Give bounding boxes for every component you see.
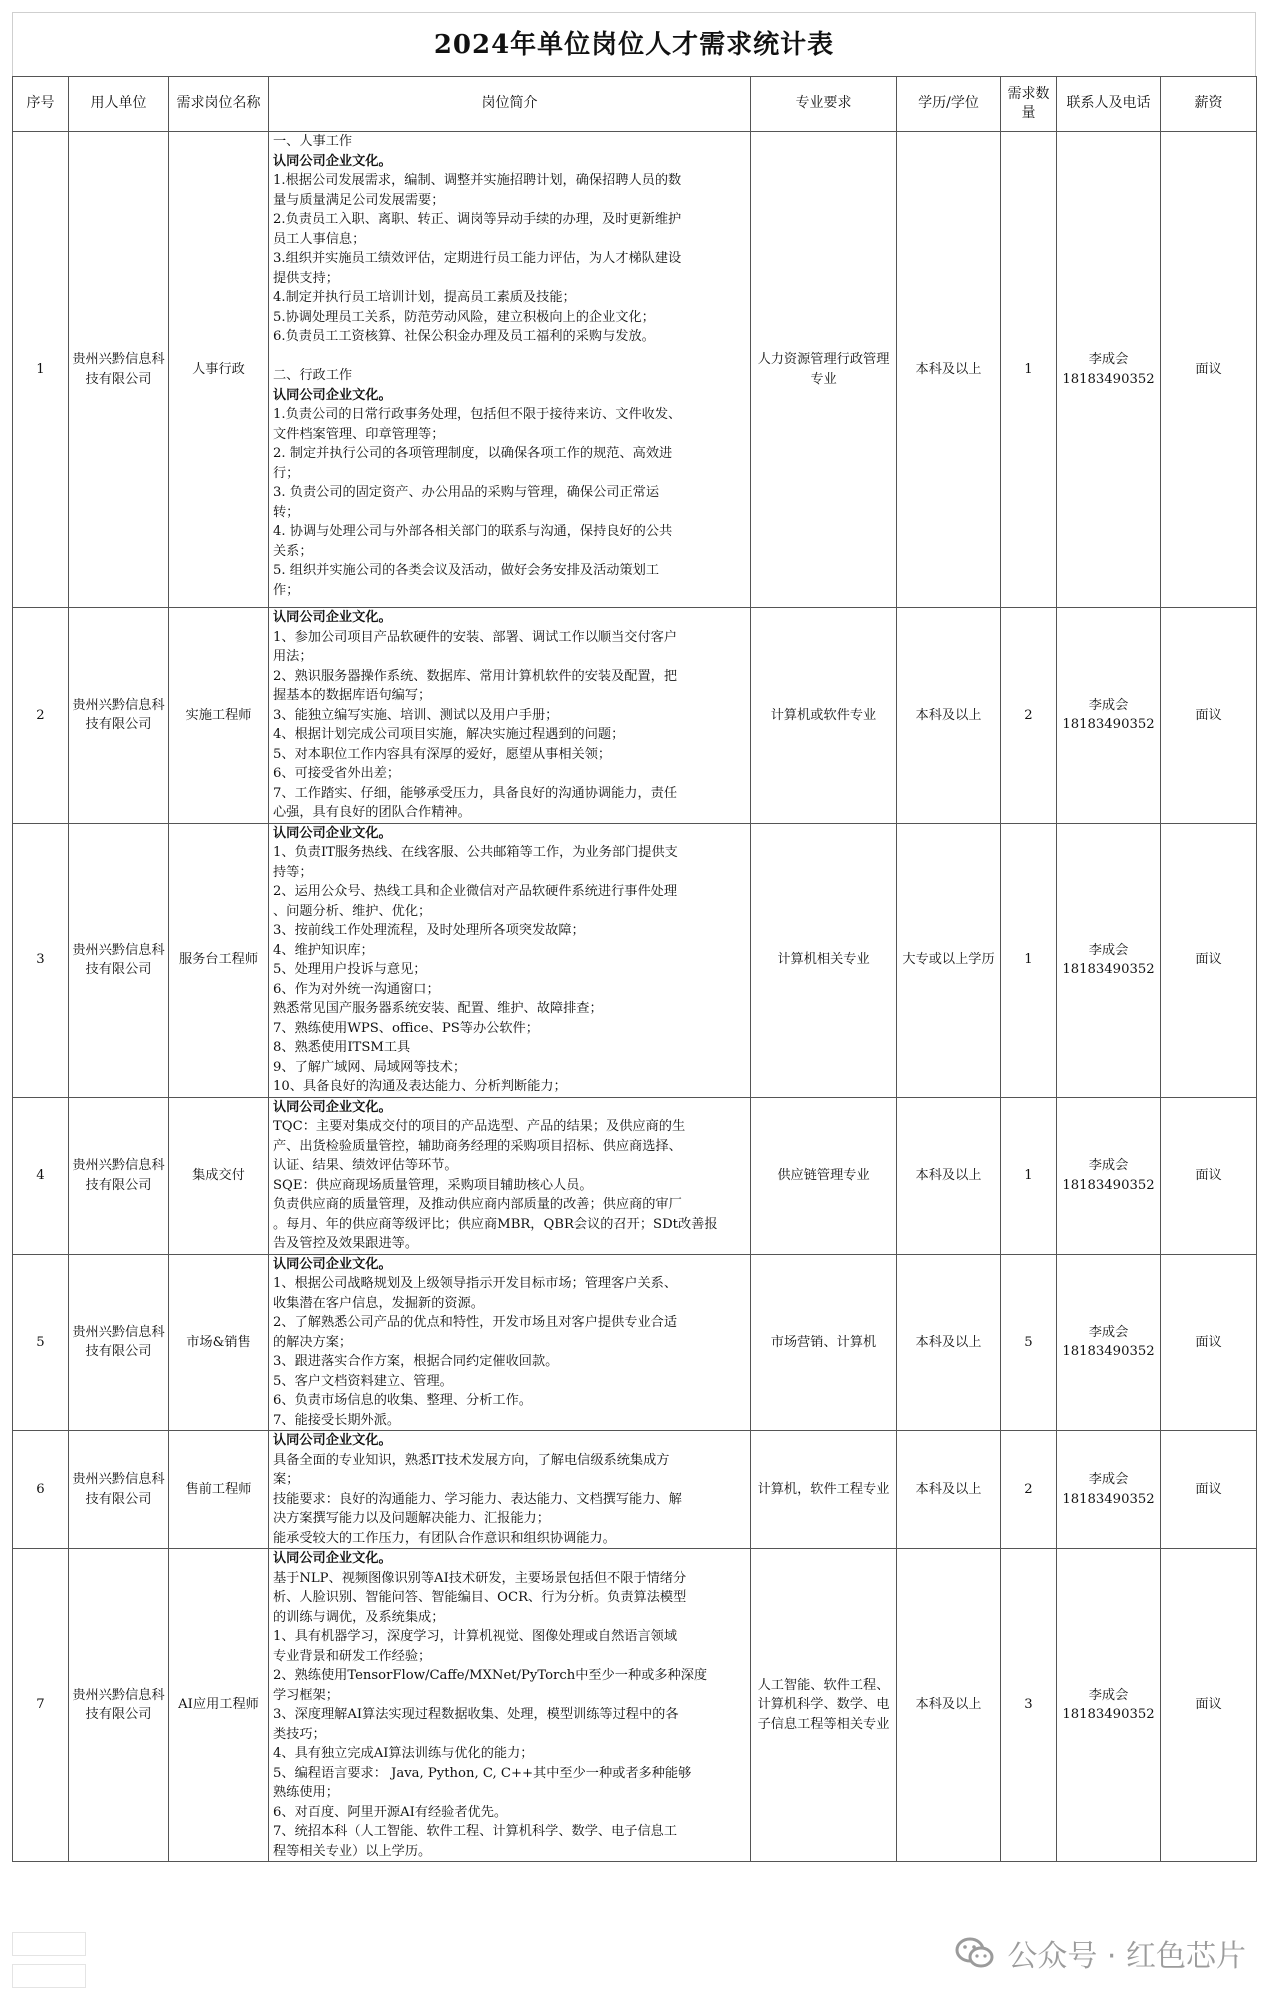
row-desc [269,1254,751,1431]
desc-line: 3、跟进落实合作方案，根据合同约定催收回款。 [273,1354,559,1369]
desc-line: 3、深度理解AI算法实现过程数据收集、处理，模型训练等过程中的各 [273,1707,679,1722]
desc-line: 5、编程语言要求： Java, Python, C, C++其中至少一种或者多种能够 [273,1765,692,1781]
row-count: 2 [1001,608,1057,824]
desc-line: 产、出货检验质量管控，辅助商务经理的采购项目招标、供应商选择、 [273,1138,682,1154]
desc-line: 握基本的数据库语句编写； [273,688,432,703]
row-position: 人事行政 [169,132,269,608]
desc-line: 1.根据公司发展需求，编制、调整并实施招聘计划，确保招聘人员的数 [273,173,682,188]
talent-demand-table [12,76,1257,1862]
row-major: 计算机或软件专业 [751,608,897,824]
row-major: 人力资源管理行政管理专业 [751,132,897,608]
row-major: 计算机相关专业 [751,823,897,1097]
row-count: 5 [1001,1254,1057,1431]
desc-line: 认同公司企业文化。 [273,610,392,625]
desc-line: SQE：供应商现场质量管理，采购项目辅助核心人员。 [273,1177,593,1193]
row-position: 市场&销售 [169,1254,269,1431]
desc-line: 6、作为对外统一沟通窗口； [273,981,440,997]
desc-line: TQC：主要对集成交付的项目的产品选型、产品的结果；及供应商的生 [273,1119,686,1134]
row-major: 供应链管理专业 [751,1097,897,1254]
row-unit: 贵州兴黔信息科技有限公司 [69,1549,169,1862]
row-edu: 大专或以上学历 [897,823,1001,1097]
desc-line: 5、处理用户投诉与意见； [273,962,427,977]
desc-line: 案； [273,1472,300,1487]
row-position: 服务台工程师 [169,823,269,1097]
row-salary: 面议 [1161,1549,1257,1862]
desc-line: 一、人事工作 [273,134,353,149]
header-major: 专业要求 [751,77,897,132]
desc-line: 认同公司企业文化。 [273,1256,392,1272]
desc-line: 1、具有机器学习，深度学习，计算机视觉、图像处理或自然语言领域 [273,1629,678,1644]
page-title: 2024年单位岗位人才需求统计表 [12,12,1256,76]
contact-phone: 18183490352 [1062,1707,1155,1722]
row-unit: 贵州兴黔信息科技有限公司 [69,1254,169,1431]
desc-line: 3、按前线工作处理流程，及时处理所各项突发故障； [273,923,585,938]
desc-line: 5.协调处理员工关系，防范劳动风险，建立积极向上的企业文化； [273,309,655,325]
table-row [13,1549,1257,1862]
row-no: 7 [13,1549,69,1862]
row-edu: 本科及以上 [897,1254,1001,1431]
desc-line: 决方案撰写能力以及问题解决能力、汇报能力； [273,1511,550,1526]
contact-name: 李成会 [1088,1324,1129,1340]
desc-line: 10、具备良好的沟通及表达能力、分析判断能力； [273,1079,567,1094]
contact-name: 李成会 [1088,697,1129,713]
row-major: 人工智能、软件工程、计算机科学、数学、电子信息工程等相关专业 [751,1549,897,1862]
desc-line: 5. 组织并实施公司的各类会议及活动，做好会务安排及活动策划工 [273,563,660,578]
desc-line: 1、根据公司战略规划及上级领导指示开发目标市场；管理客户关系、 [273,1276,678,1291]
desc-line: 7、熟练使用WPS、office、PS等办公软件； [273,1020,539,1036]
row-contact [1057,1549,1161,1862]
table-row [13,1254,1257,1431]
desc-line: 2、熟识服务器操作系统、数据库、常用计算机软件的安装及配置，把 [273,668,678,684]
desc-line: 2、熟练使用TensorFlow/Caffe/MXNet/PyTorch中至少一种或多种深度 [273,1668,708,1683]
contact-name: 李成会 [1088,942,1129,958]
desc-line: 9、了解广域网、局域网等技术； [273,1059,467,1075]
desc-line: 1、参加公司项目产品软硬件的安装、部署、调试工作以顺当交付客户 [273,629,678,645]
contact-name: 李成会 [1088,1472,1129,1487]
desc-line: 2. 制定并执行公司的各项管理制度，以确保各项工作的规范、高效进 [273,446,673,461]
row-position: 集成交付 [169,1097,269,1254]
table-row [13,1097,1257,1254]
desc-line: 类技巧； [273,1726,326,1742]
row-no: 1 [13,132,69,608]
desc-line: 能承受较大的工作压力，有团队合作意识和组织协调能力。 [273,1530,616,1546]
row-edu: 本科及以上 [897,132,1001,608]
row-contact [1057,1254,1161,1431]
row-unit: 贵州兴黔信息科技有限公司 [69,132,169,608]
table-row [13,823,1257,1097]
desc-line: 的训练与调优，及系统集成； [273,1609,445,1625]
row-salary: 面议 [1161,608,1257,824]
row-edu: 本科及以上 [897,1549,1001,1862]
desc-line: 6、对百度、阿里开源AI有经验者优先。 [273,1804,508,1820]
row-major: 市场营销、计算机 [751,1254,897,1431]
desc-line: 1.负责公司的日常行政事务处理，包括但不限于接待来访、文件收发、 [273,407,682,422]
row-salary: 面议 [1161,132,1257,608]
table-row [13,608,1257,824]
desc-line: 认同公司企业文化。 [273,1551,392,1566]
row-desc [269,1431,751,1549]
row-no: 3 [13,823,69,1097]
row-salary: 面议 [1161,823,1257,1097]
desc-line: 2.负责员工入职、离职、转正、调岗等异动手续的办理，及时更新维护 [273,212,682,227]
desc-line: 文件档案管理、印章管理等； [273,426,445,442]
desc-line: 关系； [273,543,313,559]
desc-line: 8、熟悉使用ITSM工具 [273,1040,411,1055]
desc-line: 专业背景和研发工作经验； [273,1648,432,1664]
row-desc [269,132,751,608]
table-row [13,132,1257,608]
desc-line: 收集潜在客户信息，发掘新的资源。 [273,1295,484,1311]
desc-line: 3.组织并实施员工绩效评估，定期进行员工能力评估，为人才梯队建设 [273,251,682,266]
desc-line: 6.负责员工工资核算、社保公积金办理及员工福利的采购与发放。 [273,329,655,344]
desc-line: 熟悉常见国产服务器系统安装、配置、维护、故障排查； [273,1001,603,1016]
desc-line: 作； [273,582,300,598]
header-position: 需求岗位名称 [169,77,269,132]
desc-line: 5、客户文档资料建立、管理。 [273,1373,453,1389]
row-unit: 贵州兴黔信息科技有限公司 [69,1431,169,1549]
desc-line: 行； [273,465,300,481]
row-count: 1 [1001,132,1057,608]
desc-line: 认同公司企业文化。 [273,825,392,841]
row-no: 5 [13,1254,69,1431]
desc-line: 7、能接受长期外派。 [273,1412,401,1428]
row-contact [1057,1431,1161,1549]
desc-line: 认证、结果、绩效评估等环节。 [273,1158,458,1173]
desc-line: 6、可接受省外出差； [273,766,401,781]
header-contact: 联系人及电话 [1057,77,1161,132]
desc-line: 4、根据计划完成公司项目实施，解决实施过程遇到的问题； [273,727,625,742]
desc-line: 认同公司企业文化。 [273,387,392,403]
table-row [13,1431,1257,1549]
contact-name: 李成会 [1088,1158,1129,1173]
row-no: 4 [13,1097,69,1254]
desc-line: 、问题分析、维护、优化； [273,903,432,919]
header-unit: 用人单位 [69,77,169,132]
row-salary: 面议 [1161,1097,1257,1254]
row-position: AI应用工程师 [169,1549,269,1862]
desc-line: 员工人事信息； [273,231,366,247]
contact-phone: 18183490352 [1062,371,1155,387]
contact-phone: 18183490352 [1062,717,1155,733]
header-desc: 岗位简介 [269,77,751,132]
row-edu: 本科及以上 [897,608,1001,824]
row-desc [269,608,751,824]
desc-line: 的解决方案； [273,1334,353,1350]
row-salary: 面议 [1161,1254,1257,1431]
row-position: 售前工程师 [169,1431,269,1549]
row-contact [1057,823,1161,1097]
desc-line [273,347,746,367]
header-no: 序号 [13,77,69,132]
row-desc [269,1097,751,1254]
desc-line: 7、工作踏实、仔细，能够承受压力，具备良好的沟通协调能力，责任 [273,785,678,801]
desc-line: 负责供应商的质量管理，及推动供应商内部质量的改善；供应商的审厂 [273,1197,682,1212]
desc-line: 熟练使用； [273,1785,339,1800]
row-count: 1 [1001,823,1057,1097]
row-count: 3 [1001,1549,1057,1862]
row-edu: 本科及以上 [897,1097,1001,1254]
desc-line: 基于NLP、视频图像识别等AI技术研发，主要场景包括但不限于情绪分 [273,1570,687,1586]
watermark-text: 公众号 · 红色芯片 [1007,1939,1246,1974]
row-desc [269,823,751,1097]
desc-line: 5、对本职位工作内容具有深厚的爱好，愿望从事相关领； [273,746,612,762]
desc-line: 3. 负责公司的固定资产、办公用品的采购与管理，确保公司正常运 [273,485,660,500]
row-unit: 贵州兴黔信息科技有限公司 [69,1097,169,1254]
desc-line: 转； [273,504,300,520]
desc-line: 认同公司企业文化。 [273,153,392,169]
contact-phone: 18183490352 [1062,1491,1155,1507]
row-major: 计算机，软件工程专业 [751,1431,897,1549]
desc-line: 具备全面的专业知识，熟悉IT技术发展方向，了解电信级系统集成方 [273,1452,670,1468]
row-count: 2 [1001,1431,1057,1549]
desc-line: 6、负责市场信息的收集、整理、分析工作。 [273,1393,532,1408]
desc-line: 二、行政工作 [273,368,353,383]
row-unit: 贵州兴黔信息科技有限公司 [69,608,169,824]
desc-line: 提供支持； [273,270,339,286]
desc-line: 心强，具有良好的团队合作精神。 [273,805,471,820]
row-edu: 本科及以上 [897,1431,1001,1549]
desc-line: 析、人脸识别、智能问答、智能编目、OCR、行为分析。负责算法模型 [273,1590,687,1605]
contact-phone: 18183490352 [1062,962,1155,977]
header-salary: 薪资 [1161,77,1257,132]
row-no: 6 [13,1431,69,1549]
desc-line: 告及管控及效果跟进等。 [273,1236,419,1251]
contact-name: 李成会 [1088,352,1129,367]
desc-line: 2、了解熟悉公司产品的优点和特性，开发市场且对客户提供专业合适 [273,1315,678,1330]
desc-line: 2、运用公众号、热线工具和企业微信对产品软硬件系统进行事件处理 [273,884,678,899]
desc-line: 用法； [273,649,313,664]
row-position: 实施工程师 [169,608,269,824]
desc-line: 4、维护知识库； [273,942,374,958]
desc-line: 4. 协调与处理公司与外部各相关部门的联系与沟通，保持良好的公共 [273,524,673,539]
contact-phone: 18183490352 [1062,1344,1155,1360]
row-salary: 面议 [1161,1431,1257,1549]
row-desc [269,1549,751,1862]
row-contact [1057,132,1161,608]
desc-line: 4.制定并执行员工培训计划，提高员工素质及技能； [273,290,576,305]
footer-cell [12,1964,86,1988]
contact-name: 李成会 [1088,1687,1129,1703]
desc-line: 1、负责IT服务热线、在线客服、公共邮箱等工作，为业务部门提供支 [273,845,678,860]
row-contact [1057,1097,1161,1254]
statistics-sheet [12,12,1256,1862]
desc-line: 程等相关专业）以上学历。 [273,1843,432,1859]
row-count: 1 [1001,1097,1057,1254]
watermark [955,1930,1246,1976]
desc-line: 技能要求：良好的沟通能力、学习能力、表达能力、文档撰写能力、解 [273,1491,682,1507]
header-edu: 学历/学位 [897,77,1001,132]
header-count: 需求数量 [1001,77,1057,132]
desc-line: 持等； [273,864,313,880]
wechat-icon [955,1936,995,1970]
desc-line: 学习框架； [273,1687,339,1703]
desc-line: 认同公司企业文化。 [273,1433,392,1448]
desc-line: 7、统招本科（人工智能、软件工程、计算机科学、数学、电子信息工 [273,1824,678,1839]
header-row [13,77,1257,132]
desc-line: 认同公司企业文化。 [273,1099,392,1115]
row-unit: 贵州兴黔信息科技有限公司 [69,823,169,1097]
footer-cell [12,1932,86,1956]
contact-phone: 18183490352 [1062,1177,1155,1193]
desc-line: 量与质量满足公司发展需要； [273,192,445,208]
desc-line: 。每月、年的供应商等级评比；供应商MBR，QBR会议的召开；SDt改善报 [273,1216,718,1232]
desc-line: 3、能独立编写实施、培训、测试以及用户手册； [273,707,559,723]
row-no: 2 [13,608,69,824]
desc-line: 4、具有独立完成AI算法训练与优化的能力； [273,1746,534,1761]
row-contact [1057,608,1161,824]
